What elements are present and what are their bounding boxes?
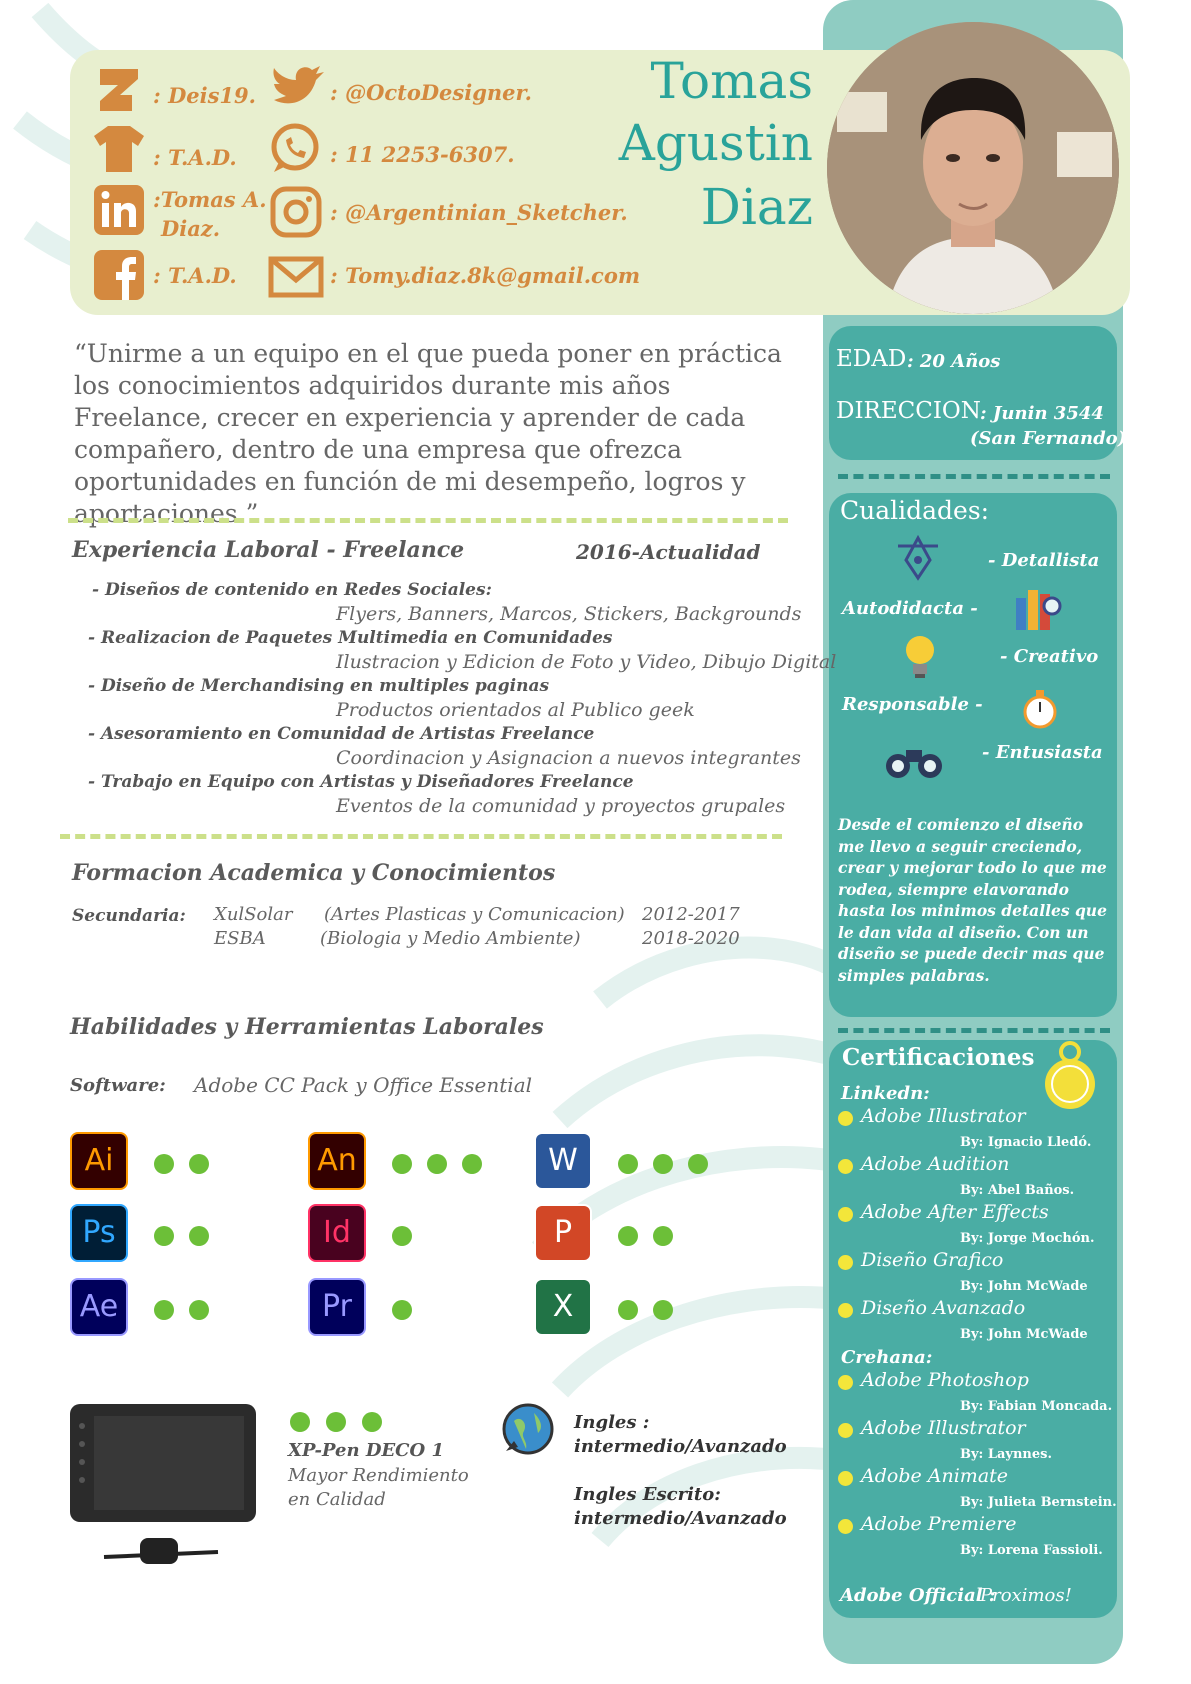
profile-photo — [827, 22, 1119, 314]
english-written-value: intermedio/Avanzado — [574, 1508, 787, 1529]
cert-name: Adobe Illustrator — [861, 1417, 1026, 1439]
software-icon-ae: Ae — [70, 1278, 128, 1336]
cert-author: By: Lorena Fassioli. — [960, 1543, 1103, 1558]
cert-name: Diseño Grafico — [861, 1249, 1004, 1271]
skill-level-dot — [653, 1226, 673, 1246]
cert-bullet — [838, 1471, 853, 1486]
crehana-certs-label: Crehana: — [841, 1347, 933, 1368]
experience-item: - Realizacion de Paquetes Multimedia en Comunidades — [88, 628, 613, 648]
cert-name: Adobe Illustrator — [861, 1105, 1026, 1127]
english-value: intermedio/Avanzado — [574, 1436, 787, 1457]
education-title: Formacion Academica y Conocimientos — [72, 860, 556, 886]
software-value: Adobe CC Pack y Office Essential — [194, 1073, 533, 1097]
cert-bullet — [838, 1303, 853, 1318]
cert-author: By: Ignacio Lledó. — [960, 1135, 1092, 1150]
edad-value: : 20 Años — [907, 351, 1001, 372]
globe-chat-icon — [498, 1401, 558, 1461]
skill-level-dot — [618, 1300, 638, 1320]
software-icon-an: An — [308, 1132, 366, 1190]
name-last: Diaz — [700, 178, 813, 236]
skill-level-dot — [427, 1154, 447, 1174]
instagram-icon — [270, 186, 322, 238]
about-text: Desde el comienzo el diseño me llevo a seguir creciendo, crear y mejorar todo lo que me rodea, siempre elavorando hasta los minimos detalles que le dan vida al diseño. Con un diseño se puede decir mas que simples palabras. — [838, 815, 1107, 985]
cert-name: Adobe Audition — [861, 1153, 1010, 1175]
software-icon-p: P — [534, 1204, 592, 1262]
experience-detail: Productos orientados al Publico geek — [336, 699, 695, 721]
cert-author: By: Jorge Mochón. — [960, 1231, 1095, 1246]
skill-level-dot — [189, 1300, 209, 1320]
experience-item: - Asesoramiento en Comunidad de Artistas Freelance — [88, 724, 595, 744]
tablet-desc-2: en Calidad — [288, 1489, 386, 1510]
section-divider-2 — [60, 834, 782, 839]
cert-author: By: John McWade — [960, 1279, 1088, 1294]
whatsapp-icon — [268, 122, 322, 176]
experience-item: - Diseños de contenido en Redes Sociales: — [92, 580, 492, 600]
skills-title: Habilidades y Herramientas Laborales — [70, 1014, 544, 1040]
sidebar-divider — [838, 474, 1110, 479]
cert-bullet — [838, 1207, 853, 1222]
quality-detallista: - Detallista — [988, 550, 1100, 571]
shirt-handle: : T.A.D. — [153, 145, 237, 170]
experience-detail: Flyers, Banners, Marcos, Stickers, Backgrounds — [336, 603, 802, 625]
cert-author: By: Abel Baños. — [960, 1183, 1075, 1198]
quality-entusiasta: - Entusiasta — [982, 742, 1103, 763]
direccion-value-2: (San Fernando) — [970, 428, 1127, 449]
experience-detail: Ilustracion y Edicion de Foto y Video, Dibujo Digital — [336, 651, 837, 673]
school-years: 2018-2020 — [642, 928, 740, 949]
skill-level-dot — [154, 1226, 174, 1246]
section-divider — [68, 518, 788, 523]
cert-name: Adobe After Effects — [861, 1201, 1049, 1223]
cert-name: Adobe Photoshop — [861, 1369, 1029, 1391]
skill-level-dot — [653, 1154, 673, 1174]
english-label: Ingles : — [574, 1412, 650, 1433]
instagram-handle: : @Argentinian_Sketcher. — [330, 200, 628, 225]
binoculars-icon — [882, 736, 946, 782]
tablet-level-dot — [326, 1412, 346, 1432]
profile-photo-illustration — [827, 22, 1119, 314]
name-first: Tomas — [650, 52, 813, 110]
software-icon-pr: Pr — [308, 1278, 366, 1336]
tablet-level-dot — [362, 1412, 382, 1432]
pen-tool-icon — [896, 534, 940, 582]
twitter-icon — [270, 62, 326, 112]
cert-bullet — [838, 1111, 853, 1126]
education-label: Secundaria: — [72, 906, 186, 926]
phone-number: : 11 2253-6307. — [330, 142, 515, 167]
skill-level-dot — [154, 1300, 174, 1320]
cert-bullet — [838, 1255, 853, 1270]
software-icon-x: X — [534, 1278, 592, 1336]
books-icon — [1012, 584, 1064, 634]
skill-level-dot — [688, 1154, 708, 1174]
email-address: : Tomy.diaz.8k@gmail.com — [330, 263, 641, 288]
cert-author: By: John McWade — [960, 1327, 1088, 1342]
name-middle: Agustin — [618, 114, 813, 172]
cert-name: Diseño Avanzado — [861, 1297, 1026, 1319]
deviantart-handle: : Deis19. — [153, 83, 256, 108]
sidebar-divider-2 — [838, 1028, 1110, 1033]
edad-label: EDAD — [836, 346, 907, 372]
cert-name: Adobe Animate — [861, 1465, 1009, 1487]
cert-bullet — [838, 1159, 853, 1174]
cert-bullet — [838, 1423, 853, 1438]
experience-item: - Diseño de Merchandising en multiples paginas — [88, 676, 550, 696]
skill-level-dot — [653, 1300, 673, 1320]
skill-level-dot — [392, 1154, 412, 1174]
quality-autodidacta: Autodidacta - — [842, 598, 978, 619]
adobe-official-value: Proximos! — [980, 1585, 1072, 1606]
cert-author: By: Fabian Moncada. — [960, 1399, 1113, 1414]
cert-author: By: Laynnes. — [960, 1447, 1053, 1462]
cert-name: Adobe Premiere — [861, 1513, 1017, 1535]
school-years: 2012-2017 — [642, 904, 740, 925]
experience-detail: Eventos de la comunidad y proyectos grupales — [336, 795, 786, 817]
twitter-handle: : @OctoDesigner. — [330, 80, 532, 105]
tablet-desc: Mayor Rendimiento — [288, 1465, 469, 1486]
cert-bullet — [838, 1519, 853, 1534]
quality-creativo: - Creativo — [1000, 646, 1099, 667]
stopwatch-icon — [1020, 688, 1060, 732]
facebook-handle: : T.A.D. — [153, 263, 237, 288]
school-field: (Artes Plasticas y Comunicacion) — [324, 904, 625, 925]
tablet-level-dot — [290, 1412, 310, 1432]
school-name: XulSolar — [214, 904, 293, 925]
skill-level-dot — [618, 1226, 638, 1246]
objective-quote: “Unirme a un equipo en el que pueda poner en práctica los conocimientos adquiridos durante mis años Freelance, crecer en experiencia y aprender de cada compañero, dentro de una empresa que ofrezca oportunidades en función de mi desempeño, logros y aportaciones.” — [74, 339, 782, 528]
adobe-official-label: Adobe Official : — [840, 1585, 996, 1606]
skill-level-dot — [462, 1154, 482, 1174]
certifications-title: Certificaciones — [842, 1044, 1035, 1071]
linkedin-handle: :Tomas A. — [153, 187, 267, 212]
school-name: ESBA — [214, 928, 266, 949]
qualities-title: Cualidades: — [840, 496, 990, 525]
skill-level-dot — [154, 1154, 174, 1174]
quality-responsable: Responsable - — [842, 694, 983, 715]
software-label: Software: — [70, 1075, 166, 1096]
experience-title: Experiencia Laboral - Freelance — [72, 537, 465, 563]
software-icon-ai: Ai — [70, 1132, 128, 1190]
experience-item: - Trabajo en Equipo con Artistas y Diseñadores Freelance — [88, 772, 634, 792]
english-written-label: Ingles Escrito: — [574, 1484, 721, 1505]
direccion-label: DIRECCION — [836, 398, 981, 424]
skill-level-dot — [189, 1154, 209, 1174]
linkedin-handle-2: Diaz. — [161, 216, 221, 241]
skill-level-dot — [618, 1154, 638, 1174]
facebook-icon — [92, 248, 146, 302]
skill-level-dot — [392, 1300, 412, 1320]
shirt-icon — [92, 122, 146, 174]
award-medal-icon — [1040, 1040, 1100, 1112]
linkedin-certs-label: Linkedn: — [841, 1083, 930, 1104]
linkedin-icon — [92, 183, 146, 237]
email-icon — [268, 256, 324, 298]
deviantart-icon — [92, 65, 146, 115]
tablet-name: XP-Pen DECO 1 — [288, 1440, 444, 1461]
drawing-tablet-icon — [68, 1402, 258, 1568]
cert-author: By: Julieta Bernstein. — [960, 1495, 1117, 1510]
experience-period: 2016-Actualidad — [576, 540, 761, 564]
direccion-value: : Junin 3544 — [980, 403, 1104, 424]
skill-level-dot — [392, 1226, 412, 1246]
software-icon-w: W — [534, 1132, 592, 1190]
software-icon-id: Id — [308, 1204, 366, 1262]
school-field: (Biologia y Medio Ambiente) — [320, 928, 581, 949]
cert-bullet — [838, 1375, 853, 1390]
software-icon-ps: Ps — [70, 1204, 128, 1262]
experience-detail: Coordinacion y Asignacion a nuevos integrantes — [336, 747, 801, 769]
light-bulb-icon — [900, 632, 940, 682]
skill-level-dot — [189, 1226, 209, 1246]
